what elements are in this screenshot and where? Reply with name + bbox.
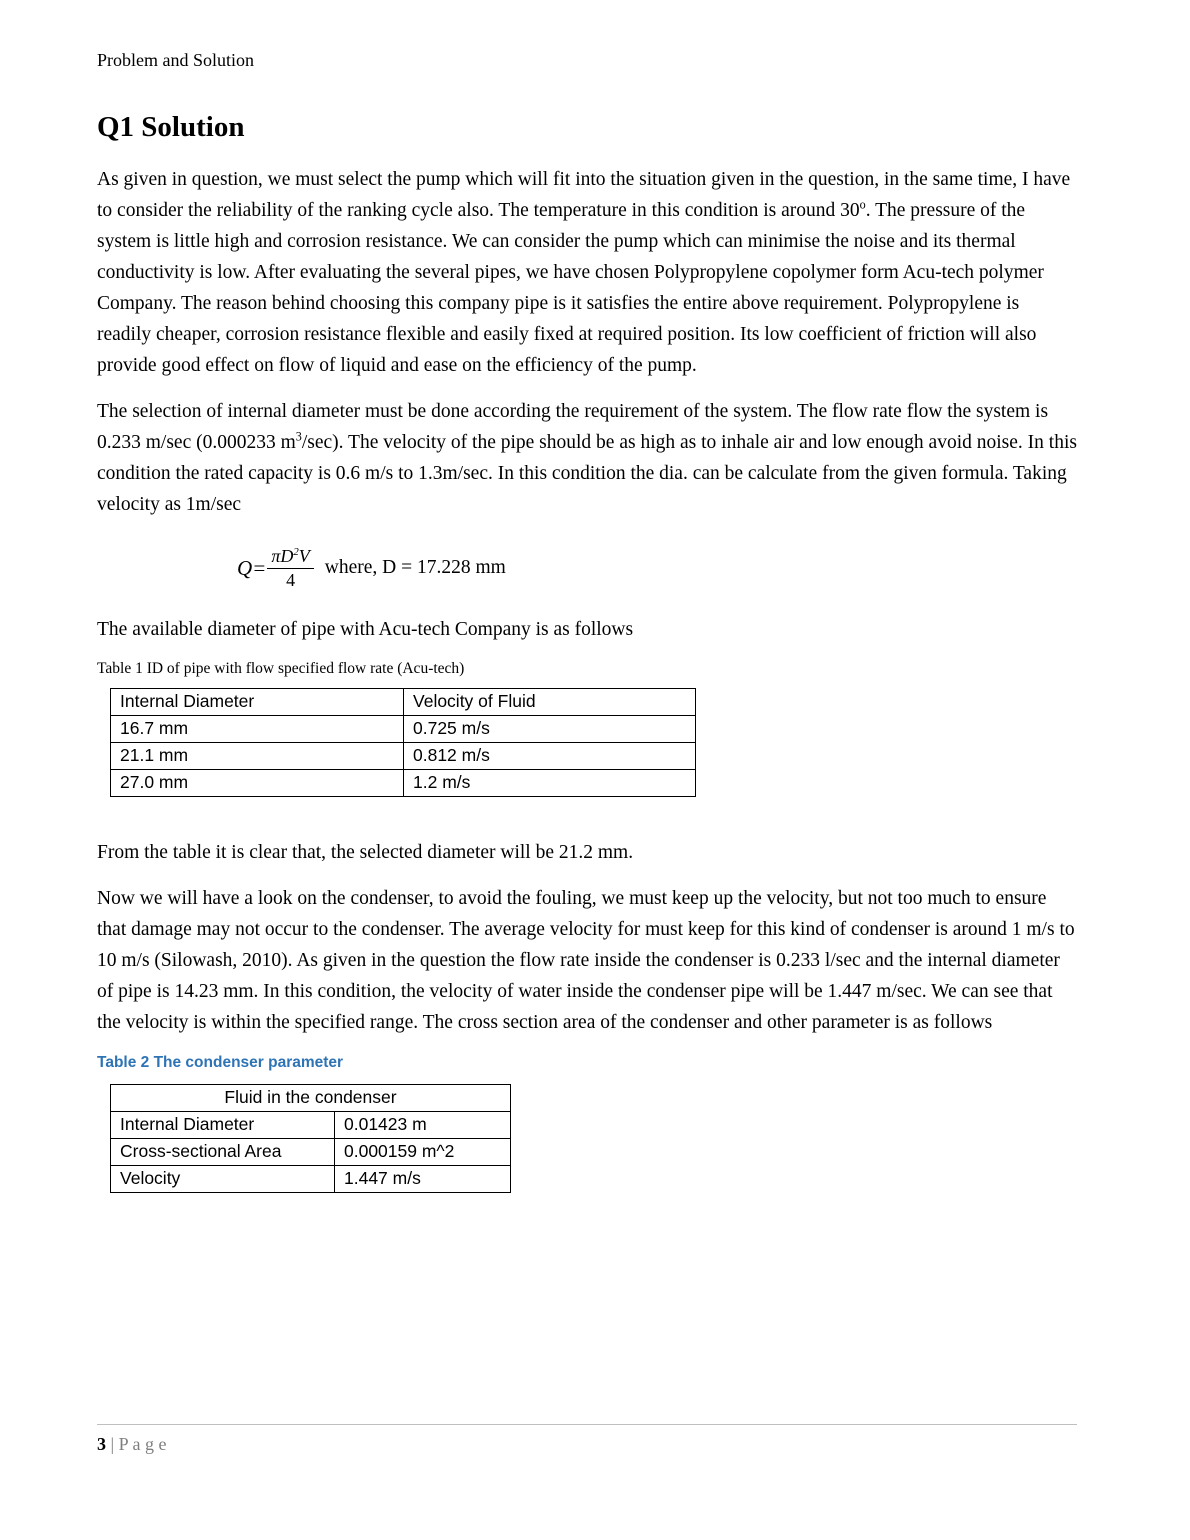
paragraph-diameter-selection <box>97 396 1077 520</box>
running-header: Problem and Solution <box>97 50 254 70</box>
formula-fraction <box>267 546 313 590</box>
table-cell: Velocity <box>111 1166 335 1193</box>
table-1-header-row <box>111 689 696 716</box>
table-cell: 0.725 m/s <box>404 716 696 743</box>
table-1-caption: Table 1 ID of pipe with flow specified flow rate (Acu-tech) <box>97 660 465 678</box>
table-row <box>111 743 696 770</box>
formula-denominator: 4 <box>286 569 296 590</box>
formula-where-clause: where, D = 17.228 mm <box>324 557 506 579</box>
footer-divider <box>97 1424 1077 1425</box>
paragraph-text: . The pressure of the system is little high and corrosion resistance. We can consider the pump which can minimise the noise and its thermal conductivity is low. After evaluating the several pipes, we have chosen Polypropylene copolymer form Acu-tech polymer Company. The reason behind choosing this company pipe is it satisfies the entire above requirement. Polypropylene is readily cheaper, corrosion resistance flexible and easily fixed at required position. Its low coefficient of friction will also provide good effect on flow of liquid and ease on the efficiency of the pump. <box>97 200 1044 376</box>
table-cell: 21.1 mm <box>111 743 404 770</box>
paragraph-selected-diameter: From the table it is clear that, the selected diameter will be 21.2 mm. <box>97 842 634 864</box>
table-cell: Internal Diameter <box>111 1112 335 1139</box>
formula-d: D <box>280 546 294 566</box>
page-footer <box>97 1424 1077 1455</box>
table-cell: 16.7 mm <box>111 716 404 743</box>
footer-separator: | <box>106 1434 119 1454</box>
table-row <box>111 716 696 743</box>
section-title: Q1 Solution <box>97 111 245 143</box>
paragraph-available-diameter: The available diameter of pipe with Acu-tech Company is as follows <box>97 619 634 641</box>
paragraph-condenser: Now we will have a look on the condenser, to avoid the fouling, we must keep up the velocity, but not too much to ensure that damage may not occur to the condenser. The average velocity for must keep for this kind of condenser is around 1 m/s to 10 m/s (Silowash, 2010). As given in the question the flow rate inside the condenser is 0.233 l/sec and the internal diameter of pipe is 14.23 mm. In this condition, the velocity of water inside the condenser pipe will be 1.447 m/sec. We can see that the velocity is within the specified range. The cross section area of the condenser and other parameter is as follows <box>97 888 1075 1034</box>
footer-page-label <box>97 1434 1077 1455</box>
table-2-title-row <box>111 1085 511 1112</box>
paragraph-pump-selection <box>97 164 1077 381</box>
paragraph-text: As given in question, we must select the pump which will fit into the situation given in the question, in the same time, I have to consider the reliability of the ranking cycle also. The temperature in this condition is around 30 <box>97 169 1071 221</box>
table-cell: 0.000159 m^2 <box>335 1139 511 1166</box>
table-cell: 1.2 m/s <box>404 770 696 797</box>
table-cell: 27.0 mm <box>111 770 404 797</box>
superscript-cubed: 3 <box>295 429 302 444</box>
table-cell: Cross-sectional Area <box>111 1139 335 1166</box>
table-1-header-cell: Internal Diameter <box>111 689 404 716</box>
table-cell: 1.447 m/s <box>335 1166 511 1193</box>
table-cell: 0.01423 m <box>335 1112 511 1139</box>
formula-exponent: 2 <box>293 546 299 558</box>
formula-lhs: Q= <box>237 555 267 580</box>
footer-word-page: P a g e <box>118 1434 167 1454</box>
table-2-title-cell: Fluid in the condenser <box>111 1085 511 1112</box>
page-number: 3 <box>97 1434 106 1454</box>
table-2-caption: Table 2 The condenser parameter <box>97 1054 344 1072</box>
table-2 <box>110 1084 511 1193</box>
table-1-header-cell: Velocity of Fluid <box>404 689 696 716</box>
formula-block <box>237 546 1077 590</box>
table-row <box>111 1166 511 1193</box>
superscript-degree: o <box>859 197 866 212</box>
table-row <box>111 1112 511 1139</box>
paragraph-text: /sec). The velocity of the pipe should be as high as to inhale air and low enough avoid noise. In this condition the rated capacity is 0.6 m/s to 1.3m/sec. In this condition the dia. can be calculate from the given formula. Taking velocity as 1m/sec <box>97 432 1077 515</box>
formula-pi: π <box>271 546 281 566</box>
paragraph-text: The selection of internal diameter must be done according the requirement of the system. The flow rate flow the system is 0.233 m/sec (0.000233 m <box>97 401 1049 453</box>
formula-numerator <box>267 546 313 569</box>
table-cell: 0.812 m/s <box>404 743 696 770</box>
spacer <box>97 797 1077 837</box>
table-row <box>111 1139 511 1166</box>
table-row <box>111 770 696 797</box>
table-1 <box>110 688 696 797</box>
formula-v: V <box>298 546 310 566</box>
